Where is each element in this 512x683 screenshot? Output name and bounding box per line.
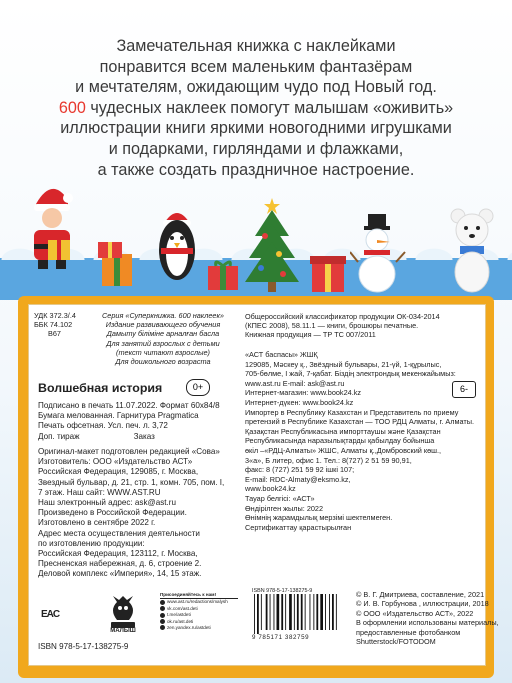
publisher-kz-line: Республикасында наразылықтарды қабылдау бойынша [245, 436, 435, 446]
print-line: Подписано в печать 11.07.2022. Формат 60x84/8 [38, 401, 220, 410]
copyright-line: Shutterstock/FOTODOM [356, 637, 436, 647]
intro-line: и подарками, гирляндами и флажками, [108, 139, 404, 158]
copyright-line: © И. В. Горбунова , иллюстрации, 2018 [356, 599, 489, 609]
publisher-line: Российская Федерация, 123112, г. Москва, [38, 549, 198, 559]
print-line: Печать офсетная. Усл. печ. л. 3,72 [38, 421, 168, 431]
social-link-zen[interactable] [160, 625, 238, 631]
reprint-label: Доп. тираж [38, 431, 80, 441]
publisher-line: Оригинал-макет подготовлен редакцией «Сова» [38, 447, 220, 456]
vk-icon [160, 606, 165, 611]
bbk-code: ББК 74.102 [34, 320, 73, 330]
publisher-info-ru [38, 447, 224, 580]
social-link-text: ok.ru/ast.deti [167, 618, 194, 624]
publisher-kz-line: Импортер в Республику Казахстан и Представитель по приему [245, 407, 459, 417]
kazakh-edition-note: Дамыту білімінe арналған басла [106, 329, 220, 339]
intro-line-rest: чудесных наклеек помогут малышам «оживить» [85, 98, 454, 117]
edition-type: Издание развивающего обучения [105, 320, 221, 330]
publisher-kz-line: Интернет-дүкен: www.book24.kz [245, 397, 354, 407]
intro-line: понравится всем маленьким фантазёрам [99, 57, 413, 76]
isbn-text: ISBN 978-5-17-138275-9 [38, 642, 129, 651]
copyright-line: предоставленные фотобанком [356, 627, 461, 637]
malysh-logo [103, 596, 143, 640]
ok-icon [160, 619, 165, 624]
publisher-kz-line: Тауар белгісі: «АСТ» [245, 493, 315, 503]
publisher-kz-line: www.ast.ru E-mail: ask@ast.ru [245, 378, 345, 388]
social-link-text: www.ast.ru/redactions/malysh [167, 599, 228, 605]
social-header: Присоединяйтесь к нам! [160, 592, 238, 599]
publisher-info-kz [245, 350, 474, 532]
barcode-digits: 9 785171 382759 [252, 634, 310, 641]
snowman-icon [350, 214, 406, 296]
publisher-kz-line: Өндірілген жылы: 2022 [245, 503, 324, 513]
publisher-line: 7 этаж. Наш сайт: WWW.AST.RU [38, 487, 161, 497]
age-rating-badge: 0+ [186, 379, 210, 396]
publisher-kz-line: Интернет-магазин: www.book24.kz [245, 388, 362, 398]
publisher-kz-line: 129085, Мәскеу қ., Звёздный бульвары, 21-үй, 1-құрылыс, [245, 359, 442, 369]
publisher-line: Российская Федерация, 129085, г. Москва, [38, 467, 199, 477]
social-link-text: t.me/astdeti [167, 612, 191, 618]
intro-line: иллюстрации книги яркими новогодними игрушками [60, 119, 452, 138]
publisher-kz-line: факс: 8 (727) 251 59 92 ішкі 107; [245, 465, 355, 475]
social-link-text: zen.yandex.ru/astdeti [167, 625, 211, 631]
okp-line: (КПЕС 2008), 58.11.1 — книги, брошюры печатные. [245, 321, 419, 331]
penguin-icon [155, 206, 199, 286]
publisher-kz-line: Өнімнің жарамдылық мерзімі шектелмеген. [245, 513, 393, 523]
print-line [38, 432, 220, 442]
publisher-line: по изготовлению продукции: [38, 538, 145, 548]
publisher-kz-line: 3«а», Б литер, офис 1. Тел.: 8(727) 2 51 59 90,91, [245, 455, 412, 465]
okp-classifier [245, 312, 440, 340]
copyright-block [356, 590, 499, 646]
publisher-line: Деловой комплекс «Империя», 14, 15 этаж. [38, 569, 202, 579]
publisher-line: Наш электронный адрес: ask@ast.ru [38, 498, 176, 508]
publisher-line: Произведено в Российской Федерации. [38, 508, 187, 518]
udk-code: УДК 372.3/.4 [34, 311, 76, 320]
publisher-kz-line: www.book24.kz [245, 484, 296, 494]
age-group: Для дошкольного возраста [115, 357, 211, 367]
publisher-line: Звездный бульвар, д. 21, стр. 1, комн. 705, пом. I, [38, 477, 225, 487]
order-label: Заказ [133, 431, 155, 441]
okp-line: Книжная продукция — ТР ТС 007/2011 [245, 330, 376, 340]
audience-note-sub: (текст читают взрослые) [116, 347, 210, 357]
okp-line: Общероссийский классификатор продукции ОК-034-2014 [245, 312, 440, 321]
publisher-kz-line: Сертификаттау қарастырылған [245, 522, 352, 532]
intro-line: и мечтателям, ожидающим чудо под Новый год. [75, 78, 437, 97]
christmas-tree-icon [243, 196, 301, 296]
publisher-line: Изготовитель: ООО «Издательство АСТ» [38, 457, 193, 467]
barcode-isbn: ISBN 978-5-17-138275-9 [252, 588, 313, 594]
globe-icon [160, 600, 165, 605]
social-links [160, 592, 238, 631]
teddy-bear-icon [446, 206, 498, 298]
copyright-line: © ООО «Издательство АСТ», 2022 [356, 608, 474, 618]
social-link-text: vk.com/ast.deti [167, 605, 198, 611]
intro-text [0, 36, 512, 180]
intro-line: а также создать праздничное настроение. [97, 160, 415, 179]
publisher-kz-line: 705-бөлме, I жай, 7-қабат. Біздің электрондық мекенжайымыз: [245, 369, 456, 379]
intro-line: Замечательная книжка с наклейками [116, 37, 396, 55]
gift-box-icon [98, 236, 136, 288]
eac-mark: EAC [40, 609, 60, 620]
age-rating-badge-kz: 6- [452, 381, 476, 398]
gift-box-icon [310, 246, 346, 292]
catalog-codes [34, 311, 76, 339]
intro-line [0, 98, 512, 119]
copyright-line: В оформлении использованы материалы, [356, 618, 499, 628]
zen-icon [160, 625, 165, 630]
telegram-icon [160, 613, 165, 618]
series-name: Серия «Суперкнижка. 600 наклеек» [102, 311, 224, 320]
barcode-bars [252, 594, 342, 634]
book-title: Волшебная история [38, 381, 163, 395]
sticker-count: 600 [58, 98, 86, 117]
publisher-kz-line: E-mail: RDC-Almaty@eksmo.kz, [245, 474, 351, 484]
publisher-kz-line: өкіл –«РДЦ-Алматы» ЖШС, Алматы қ.,Домбровский көш., [245, 445, 442, 455]
print-line: Бумага мелованная. Гарнитура Pragmatica [38, 411, 199, 421]
series-info [100, 311, 226, 366]
publisher-line: Адрес места осуществления деятельности [38, 528, 200, 538]
publisher-line: Изготовлено в сентябре 2022 г. [38, 518, 156, 528]
author-code: В67 [48, 329, 61, 339]
publisher-kz-line: «АСТ баспасы» ЖШҚ [245, 350, 318, 359]
santa-claus-icon [22, 174, 82, 272]
publisher-kz-line: претензий в Республике Казахстан — ТОО РДЦ Алматы, г. Алматы. [245, 417, 475, 427]
publisher-line: Пресненская набережная, д. 6, строение 2. [38, 559, 202, 569]
gift-box-icon [206, 258, 240, 292]
malysh-logo-text: МАЛЫШ [110, 628, 136, 634]
copyright-line: © В. Г. Дмитриева, составление, 2021 [356, 590, 485, 599]
isbn-barcode [252, 588, 342, 641]
publisher-kz-line: Қазақстан Республикасына импорттаушы және Қазақстан [245, 426, 441, 436]
audience-note: Для занятий взрослых с детьми [106, 338, 220, 348]
print-details [38, 401, 220, 442]
